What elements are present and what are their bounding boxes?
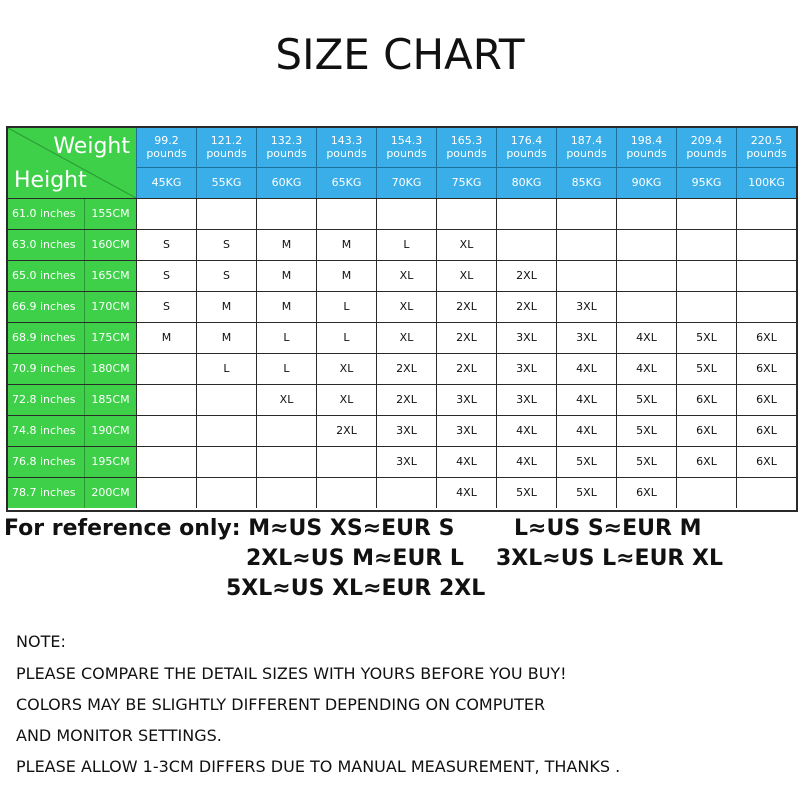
size-cell: 2XL (376, 353, 436, 384)
weight-pounds-value: 187.4 (570, 134, 603, 147)
size-chart-table (6, 126, 798, 512)
size-cell: 4XL (616, 322, 676, 353)
size-cell (136, 353, 196, 384)
height-cm: 195CM (84, 447, 136, 477)
size-cell (556, 260, 616, 291)
weight-pounds (677, 134, 736, 160)
size-cell: 5XL (616, 415, 676, 446)
size-cell: M (256, 291, 316, 322)
size-cell (736, 260, 796, 291)
size-cell: 3XL (376, 446, 436, 477)
note-heading: NOTE: (16, 632, 66, 651)
height-cm: 180CM (84, 354, 136, 384)
weight-pounds-unit: pounds (266, 147, 307, 160)
size-cell: 6XL (676, 446, 736, 477)
size-cell: 4XL (496, 446, 556, 477)
size-cell: 3XL (556, 291, 616, 322)
weight-pounds-value: 165.3 (450, 134, 483, 147)
size-cell: S (136, 291, 196, 322)
size-cell: 3XL (496, 384, 556, 415)
size-cell: XL (376, 260, 436, 291)
size-cell: L (376, 229, 436, 260)
height-cm: 170CM (84, 292, 136, 322)
size-cell (436, 198, 496, 229)
size-cell: 6XL (676, 384, 736, 415)
size-cell: XL (316, 353, 376, 384)
height-inches: 61.0 inches (12, 207, 76, 220)
size-cell (556, 198, 616, 229)
size-cell (676, 477, 736, 508)
reference-line-1b: L≈US S≈EUR M (514, 516, 702, 541)
height-inches: 65.0 inches (12, 269, 76, 282)
size-cell: S (196, 229, 256, 260)
weight-pounds (197, 134, 256, 160)
height-cm: 160CM (84, 230, 136, 260)
weight-pounds (437, 134, 496, 160)
size-cell: S (136, 229, 196, 260)
size-cell (736, 229, 796, 260)
size-cell (616, 291, 676, 322)
size-cell: M (316, 229, 376, 260)
weight-kg: 75KG (451, 176, 482, 189)
height-cm: 200CM (84, 478, 136, 508)
size-cell (736, 291, 796, 322)
size-cell: 4XL (496, 415, 556, 446)
table-row (8, 477, 796, 508)
height-inches: 66.9 inches (12, 300, 76, 313)
reference-line-3: 5XL≈US XL≈EUR 2XL (226, 576, 486, 601)
weight-kg: 95KG (691, 176, 722, 189)
weight-kg: 70KG (391, 176, 422, 189)
weight-kg: 65KG (331, 176, 362, 189)
weight-column-header (196, 128, 256, 198)
size-cell (136, 415, 196, 446)
size-cell (196, 384, 256, 415)
table-row (8, 322, 796, 353)
height-cm: 185CM (84, 385, 136, 415)
weight-pounds-unit: pounds (446, 147, 487, 160)
size-cell: 4XL (556, 415, 616, 446)
weight-kg: 55KG (211, 176, 242, 189)
size-cell (676, 291, 736, 322)
size-cell (496, 229, 556, 260)
size-cell (676, 198, 736, 229)
weight-kg: 85KG (571, 176, 602, 189)
height-inches: 74.8 inches (12, 424, 76, 437)
size-cell (676, 260, 736, 291)
size-cell (136, 384, 196, 415)
height-row-header (8, 477, 136, 508)
weight-column-header (496, 128, 556, 198)
size-cell: 4XL (616, 353, 676, 384)
weight-column-header (436, 128, 496, 198)
size-cell (736, 477, 796, 508)
size-cell: 2XL (496, 291, 556, 322)
height-cm: 155CM (84, 199, 136, 229)
weight-pounds-value: 143.3 (330, 134, 363, 147)
size-cell (616, 229, 676, 260)
height-row-header (8, 322, 136, 353)
height-row-header (8, 353, 136, 384)
weight-kg: 60KG (271, 176, 302, 189)
weight-column-header (316, 128, 376, 198)
weight-kg: 100KG (748, 176, 785, 189)
height-inches: 72.8 inches (12, 393, 76, 406)
size-cell: 6XL (616, 477, 676, 508)
size-cell: S (196, 260, 256, 291)
size-cell (316, 198, 376, 229)
weight-kg: 90KG (631, 176, 662, 189)
size-cell: 3XL (496, 353, 556, 384)
size-cell (676, 229, 736, 260)
weight-kg: 80KG (511, 176, 542, 189)
weight-pounds-value: 220.5 (750, 134, 783, 147)
size-cell: 2XL (436, 353, 496, 384)
size-cell: 6XL (736, 322, 796, 353)
size-cell (316, 477, 376, 508)
size-cell: XL (376, 291, 436, 322)
size-cell: 4XL (556, 353, 616, 384)
size-cell: 3XL (496, 322, 556, 353)
size-cell: 5XL (676, 353, 736, 384)
size-cell (196, 446, 256, 477)
height-label: Height (14, 168, 87, 193)
height-inches: 76.8 inches (12, 455, 76, 468)
size-cell: L (256, 353, 316, 384)
size-cell (256, 477, 316, 508)
size-cell (256, 415, 316, 446)
weight-pounds-value: 121.2 (210, 134, 243, 147)
size-cell (136, 446, 196, 477)
height-inches: 63.0 inches (12, 238, 76, 251)
table-row (8, 291, 796, 322)
weight-pounds (257, 134, 316, 160)
weight-pounds-value: 132.3 (270, 134, 303, 147)
size-cell (616, 198, 676, 229)
size-cell (616, 260, 676, 291)
size-cell: XL (436, 260, 496, 291)
size-cell: 6XL (736, 446, 796, 477)
size-cell: XL (256, 384, 316, 415)
height-row-header (8, 415, 136, 446)
header-divider (136, 167, 796, 168)
size-cell: 4XL (556, 384, 616, 415)
size-cell: L (316, 291, 376, 322)
size-cell: 3XL (436, 415, 496, 446)
size-cell: 3XL (556, 322, 616, 353)
height-inches: 70.9 inches (12, 362, 76, 375)
size-cell (736, 198, 796, 229)
size-cell: XL (436, 229, 496, 260)
weight-header-row (136, 128, 796, 198)
size-cell: M (136, 322, 196, 353)
weight-pounds-value: 209.4 (690, 134, 723, 147)
size-cell: XL (376, 322, 436, 353)
size-cell (556, 229, 616, 260)
weight-pounds-unit: pounds (146, 147, 187, 160)
size-cell: 6XL (736, 415, 796, 446)
size-cell: 5XL (556, 446, 616, 477)
reference-line-2b: 3XL≈US L≈EUR XL (496, 546, 724, 571)
size-cell: 5XL (616, 384, 676, 415)
size-cell (196, 477, 256, 508)
page-title: SIZE CHART (275, 30, 525, 79)
weight-pounds (557, 134, 616, 160)
height-inches: 68.9 inches (12, 331, 76, 344)
reference-line-2a: 2XL≈US M≈EUR L (246, 546, 464, 571)
table-row (8, 446, 796, 477)
weight-pounds-unit: pounds (386, 147, 427, 160)
size-cell: S (136, 260, 196, 291)
size-cell: XL (316, 384, 376, 415)
size-cell: M (316, 260, 376, 291)
size-cell (136, 477, 196, 508)
weight-pounds (497, 134, 556, 160)
size-cell: L (256, 322, 316, 353)
size-cell (376, 198, 436, 229)
height-row-header (8, 446, 136, 477)
weight-pounds-value: 99.2 (154, 134, 179, 147)
table-row (8, 415, 796, 446)
table-row (8, 384, 796, 415)
weight-column-header (736, 128, 796, 198)
weight-column-header (616, 128, 676, 198)
weight-pounds-unit: pounds (506, 147, 547, 160)
height-row-header (8, 291, 136, 322)
weight-pounds (617, 134, 676, 160)
weight-pounds (317, 134, 376, 160)
size-cell: 3XL (436, 384, 496, 415)
note-line: COLORS MAY BE SLIGHTLY DIFFERENT DEPENDING ON COMPUTER (16, 695, 546, 714)
size-cell (256, 198, 316, 229)
size-cell: M (196, 322, 256, 353)
size-cell: 6XL (676, 415, 736, 446)
height-cm: 175CM (84, 323, 136, 353)
weight-pounds-unit: pounds (746, 147, 787, 160)
weight-pounds-value: 176.4 (510, 134, 543, 147)
size-cell: 2XL (436, 291, 496, 322)
weight-pounds-unit: pounds (206, 147, 247, 160)
size-cell (316, 446, 376, 477)
height-row-header (8, 229, 136, 260)
weight-pounds (737, 134, 796, 160)
corner-header (8, 128, 136, 198)
weight-pounds-value: 154.3 (390, 134, 423, 147)
size-cell: 2XL (436, 322, 496, 353)
size-cell: 6XL (736, 353, 796, 384)
weight-pounds-unit: pounds (686, 147, 727, 160)
weight-pounds-unit: pounds (626, 147, 667, 160)
size-cell: 2XL (496, 260, 556, 291)
height-row-header (8, 198, 136, 229)
size-cell: 5XL (496, 477, 556, 508)
size-cell (196, 198, 256, 229)
size-cell: 2XL (376, 384, 436, 415)
size-cell: 3XL (376, 415, 436, 446)
size-cell: L (316, 322, 376, 353)
weight-pounds (377, 134, 436, 160)
weight-pounds (137, 134, 196, 160)
size-cell (256, 446, 316, 477)
table-row (8, 353, 796, 384)
size-cell (196, 415, 256, 446)
weight-pounds-unit: pounds (566, 147, 607, 160)
size-cell: M (256, 229, 316, 260)
weight-column-header (676, 128, 736, 198)
size-cell: 6XL (736, 384, 796, 415)
weight-pounds-value: 198.4 (630, 134, 663, 147)
table-row (8, 198, 796, 229)
weight-column-header (256, 128, 316, 198)
size-cell: 5XL (616, 446, 676, 477)
table-row (8, 229, 796, 260)
size-cell: 4XL (436, 477, 496, 508)
height-inches: 78.7 inches (12, 486, 76, 499)
height-cm: 190CM (84, 416, 136, 446)
height-row-header (8, 260, 136, 291)
weight-kg: 45KG (151, 176, 182, 189)
reference-line-1: For reference only: M≈US XS≈EUR S (4, 516, 455, 541)
size-cell: M (196, 291, 256, 322)
size-cell: 5XL (676, 322, 736, 353)
size-cell (496, 198, 556, 229)
size-cell: 4XL (436, 446, 496, 477)
table-row (8, 260, 796, 291)
weight-pounds-unit: pounds (326, 147, 367, 160)
note-line: PLEASE ALLOW 1-3CM DIFFERS DUE TO MANUAL MEASUREMENT, THANKS . (16, 757, 621, 776)
note-line: PLEASE COMPARE THE DETAIL SIZES WITH YOURS BEFORE YOU BUY! (16, 664, 567, 683)
size-cell: L (196, 353, 256, 384)
size-cell: 2XL (316, 415, 376, 446)
size-cell: M (256, 260, 316, 291)
size-cell (136, 198, 196, 229)
size-cell: 5XL (556, 477, 616, 508)
weight-column-header (556, 128, 616, 198)
weight-label: Weight (53, 134, 130, 159)
note-line: AND MONITOR SETTINGS. (16, 726, 222, 745)
height-row-header (8, 384, 136, 415)
size-cell (376, 477, 436, 508)
weight-column-header (136, 128, 196, 198)
height-cm: 165CM (84, 261, 136, 291)
weight-column-header (376, 128, 436, 198)
